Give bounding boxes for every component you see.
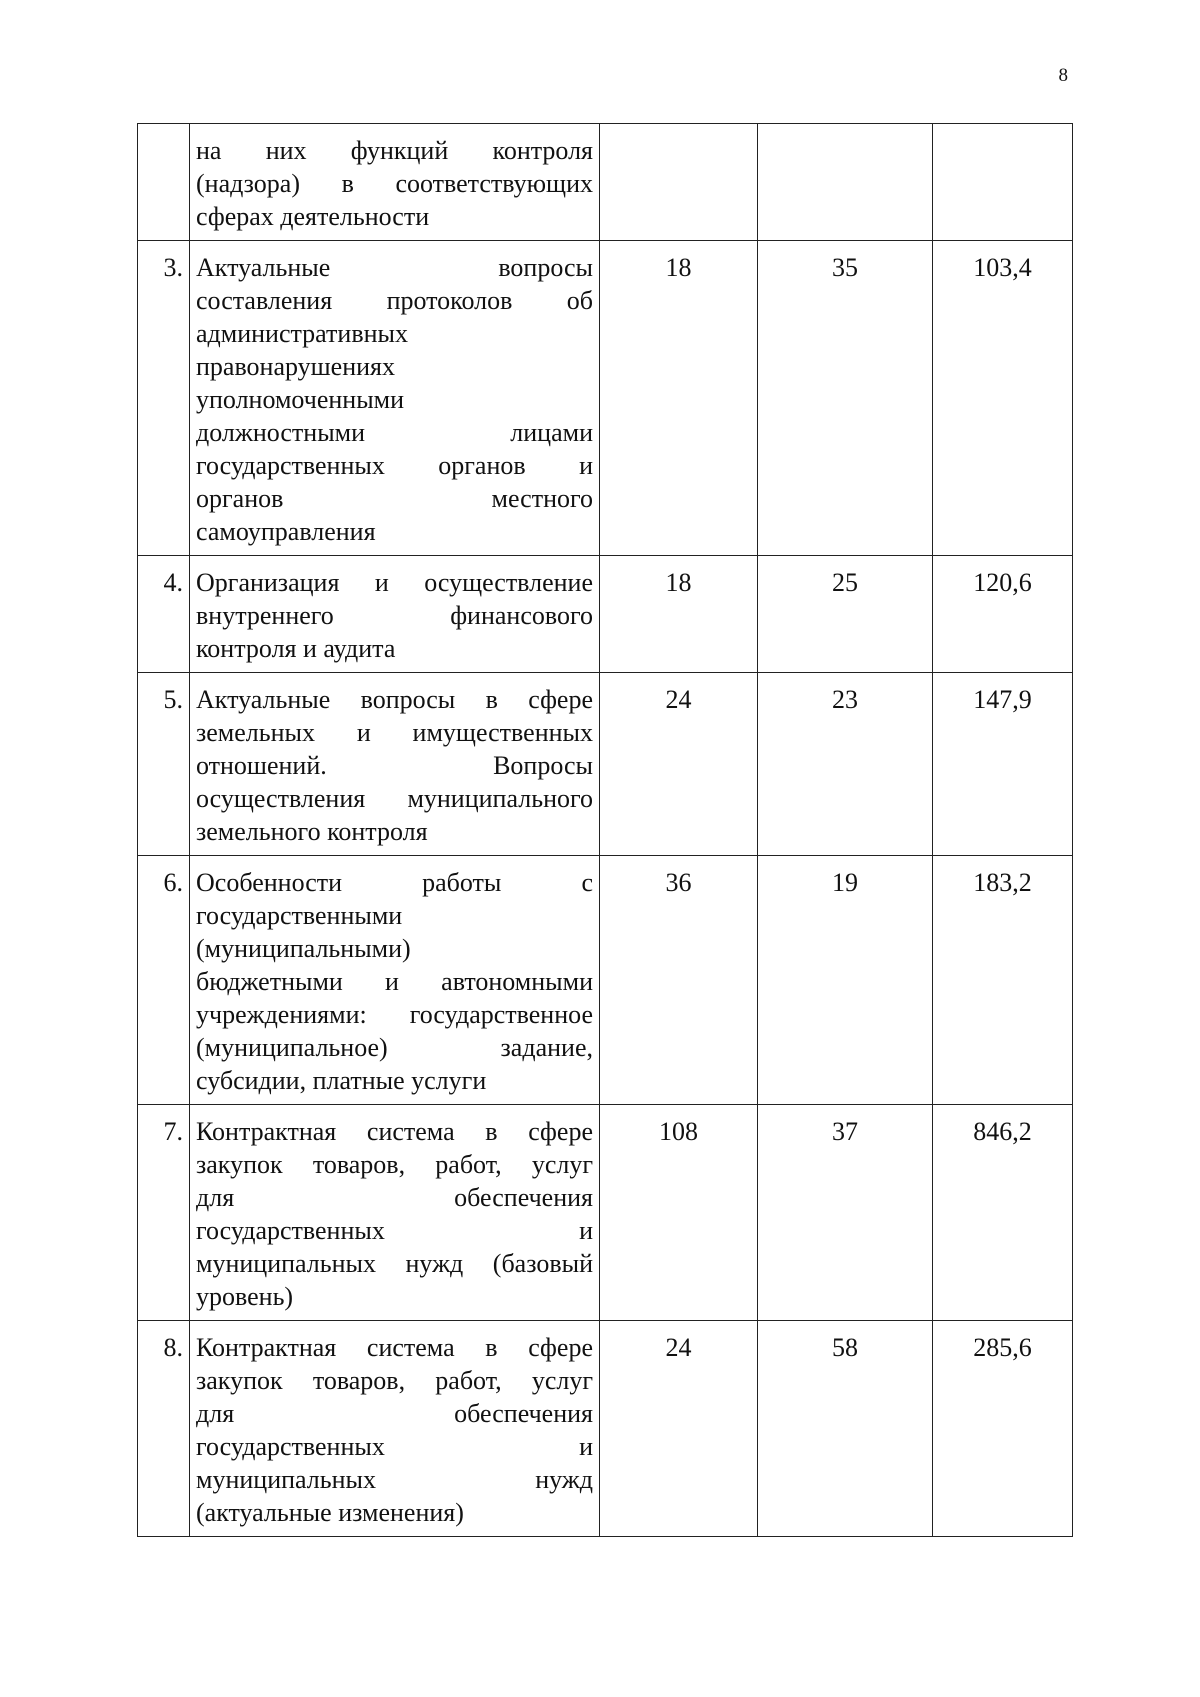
value-cell-3: 183,2	[933, 856, 1073, 1105]
course-title-line: сферах деятельности	[196, 202, 430, 231]
courses-table	[137, 123, 1073, 1537]
table-row	[138, 673, 1073, 856]
value-cell-1: 18	[600, 556, 758, 673]
course-title-line: уровень)	[196, 1282, 294, 1311]
row-number: 3.	[138, 241, 190, 556]
value-cell-2: 23	[758, 673, 933, 856]
course-title-line: должностными лицами	[196, 418, 593, 447]
course-title-line: контроля и аудита	[196, 634, 396, 663]
course-title-line: органов местного	[196, 484, 593, 513]
value-cell-1: 18	[600, 241, 758, 556]
course-title	[190, 1321, 600, 1537]
course-title-line: государственных и	[196, 1432, 593, 1461]
course-title	[190, 241, 600, 556]
value-cell-3: 285,6	[933, 1321, 1073, 1537]
course-title-line: самоуправления	[196, 517, 376, 546]
table-row	[138, 856, 1073, 1105]
value-cell-2: 37	[758, 1105, 933, 1321]
course-title	[190, 673, 600, 856]
course-title-line: Контрактная система в сфере	[196, 1333, 593, 1362]
course-title-line: правонарушениях	[196, 352, 396, 381]
course-title-line: государственных органов и	[196, 451, 593, 480]
course-title-line: земельных и имущественных	[196, 718, 593, 747]
table-row	[138, 124, 1073, 241]
course-title-line: закупок товаров, работ, услуг	[196, 1150, 593, 1179]
course-title-line: учреждениями: государственное	[196, 1000, 593, 1029]
value-cell-3: 120,6	[933, 556, 1073, 673]
table-body	[138, 124, 1073, 1537]
course-title	[190, 1105, 600, 1321]
course-title-line: Актуальные вопросы в сфере	[196, 685, 593, 714]
course-title-line: составления протоколов об	[196, 286, 593, 315]
course-title-line: административных	[196, 319, 408, 348]
course-title-line: (муниципальное) задание,	[196, 1033, 593, 1062]
course-title-line: для обеспечения	[196, 1399, 593, 1428]
course-title-line: государственными	[196, 901, 403, 930]
value-cell-3: 103,4	[933, 241, 1073, 556]
value-cell-1	[600, 124, 758, 241]
table-row	[138, 1321, 1073, 1537]
value-cell-2: 19	[758, 856, 933, 1105]
value-cell-3	[933, 124, 1073, 241]
value-cell-1: 24	[600, 1321, 758, 1537]
course-title-line: (муниципальными)	[196, 934, 411, 963]
value-cell-1: 24	[600, 673, 758, 856]
course-title-line: (актуальные изменения)	[196, 1498, 464, 1527]
course-title-line: земельного контроля	[196, 817, 428, 846]
row-number: 6.	[138, 856, 190, 1105]
course-title-line: (надзора) в соответствующих	[196, 169, 593, 198]
table-row	[138, 556, 1073, 673]
course-title-line: осуществления муниципального	[196, 784, 593, 813]
course-title	[190, 556, 600, 673]
value-cell-2: 25	[758, 556, 933, 673]
row-number: 4.	[138, 556, 190, 673]
course-title-line: бюджетными и автономными	[196, 967, 593, 996]
course-title-line: внутреннего финансового	[196, 601, 593, 630]
row-number: 8.	[138, 1321, 190, 1537]
course-title-line: Особенности работы с	[196, 868, 593, 897]
course-title-line: государственных и	[196, 1216, 593, 1245]
course-title	[190, 856, 600, 1105]
value-cell-2: 58	[758, 1321, 933, 1537]
course-title-line: муниципальных нужд	[196, 1465, 593, 1494]
course-title-line: на них функций контроля	[196, 136, 593, 165]
value-cell-1: 108	[600, 1105, 758, 1321]
course-title-line: муниципальных нужд (базовый	[196, 1249, 593, 1278]
course-title-line: Организация и осуществление	[196, 568, 593, 597]
value-cell-2: 35	[758, 241, 933, 556]
row-number: 7.	[138, 1105, 190, 1321]
course-title-line: уполномоченными	[196, 385, 405, 414]
course-title-line: субсидии, платные услуги	[196, 1066, 487, 1095]
value-cell-3: 147,9	[933, 673, 1073, 856]
course-title-line: для обеспечения	[196, 1183, 593, 1212]
course-title-line: Актуальные вопросы	[196, 253, 593, 282]
table-row	[138, 1105, 1073, 1321]
course-title	[190, 124, 600, 241]
value-cell-3: 846,2	[933, 1105, 1073, 1321]
value-cell-2	[758, 124, 933, 241]
table-row	[138, 241, 1073, 556]
course-title-line: отношений. Вопросы	[196, 751, 593, 780]
row-number	[138, 124, 190, 241]
value-cell-1: 36	[600, 856, 758, 1105]
page-number: 8	[1058, 65, 1068, 86]
course-title-line: закупок товаров, работ, услуг	[196, 1366, 593, 1395]
row-number: 5.	[138, 673, 190, 856]
course-title-line: Контрактная система в сфере	[196, 1117, 593, 1146]
